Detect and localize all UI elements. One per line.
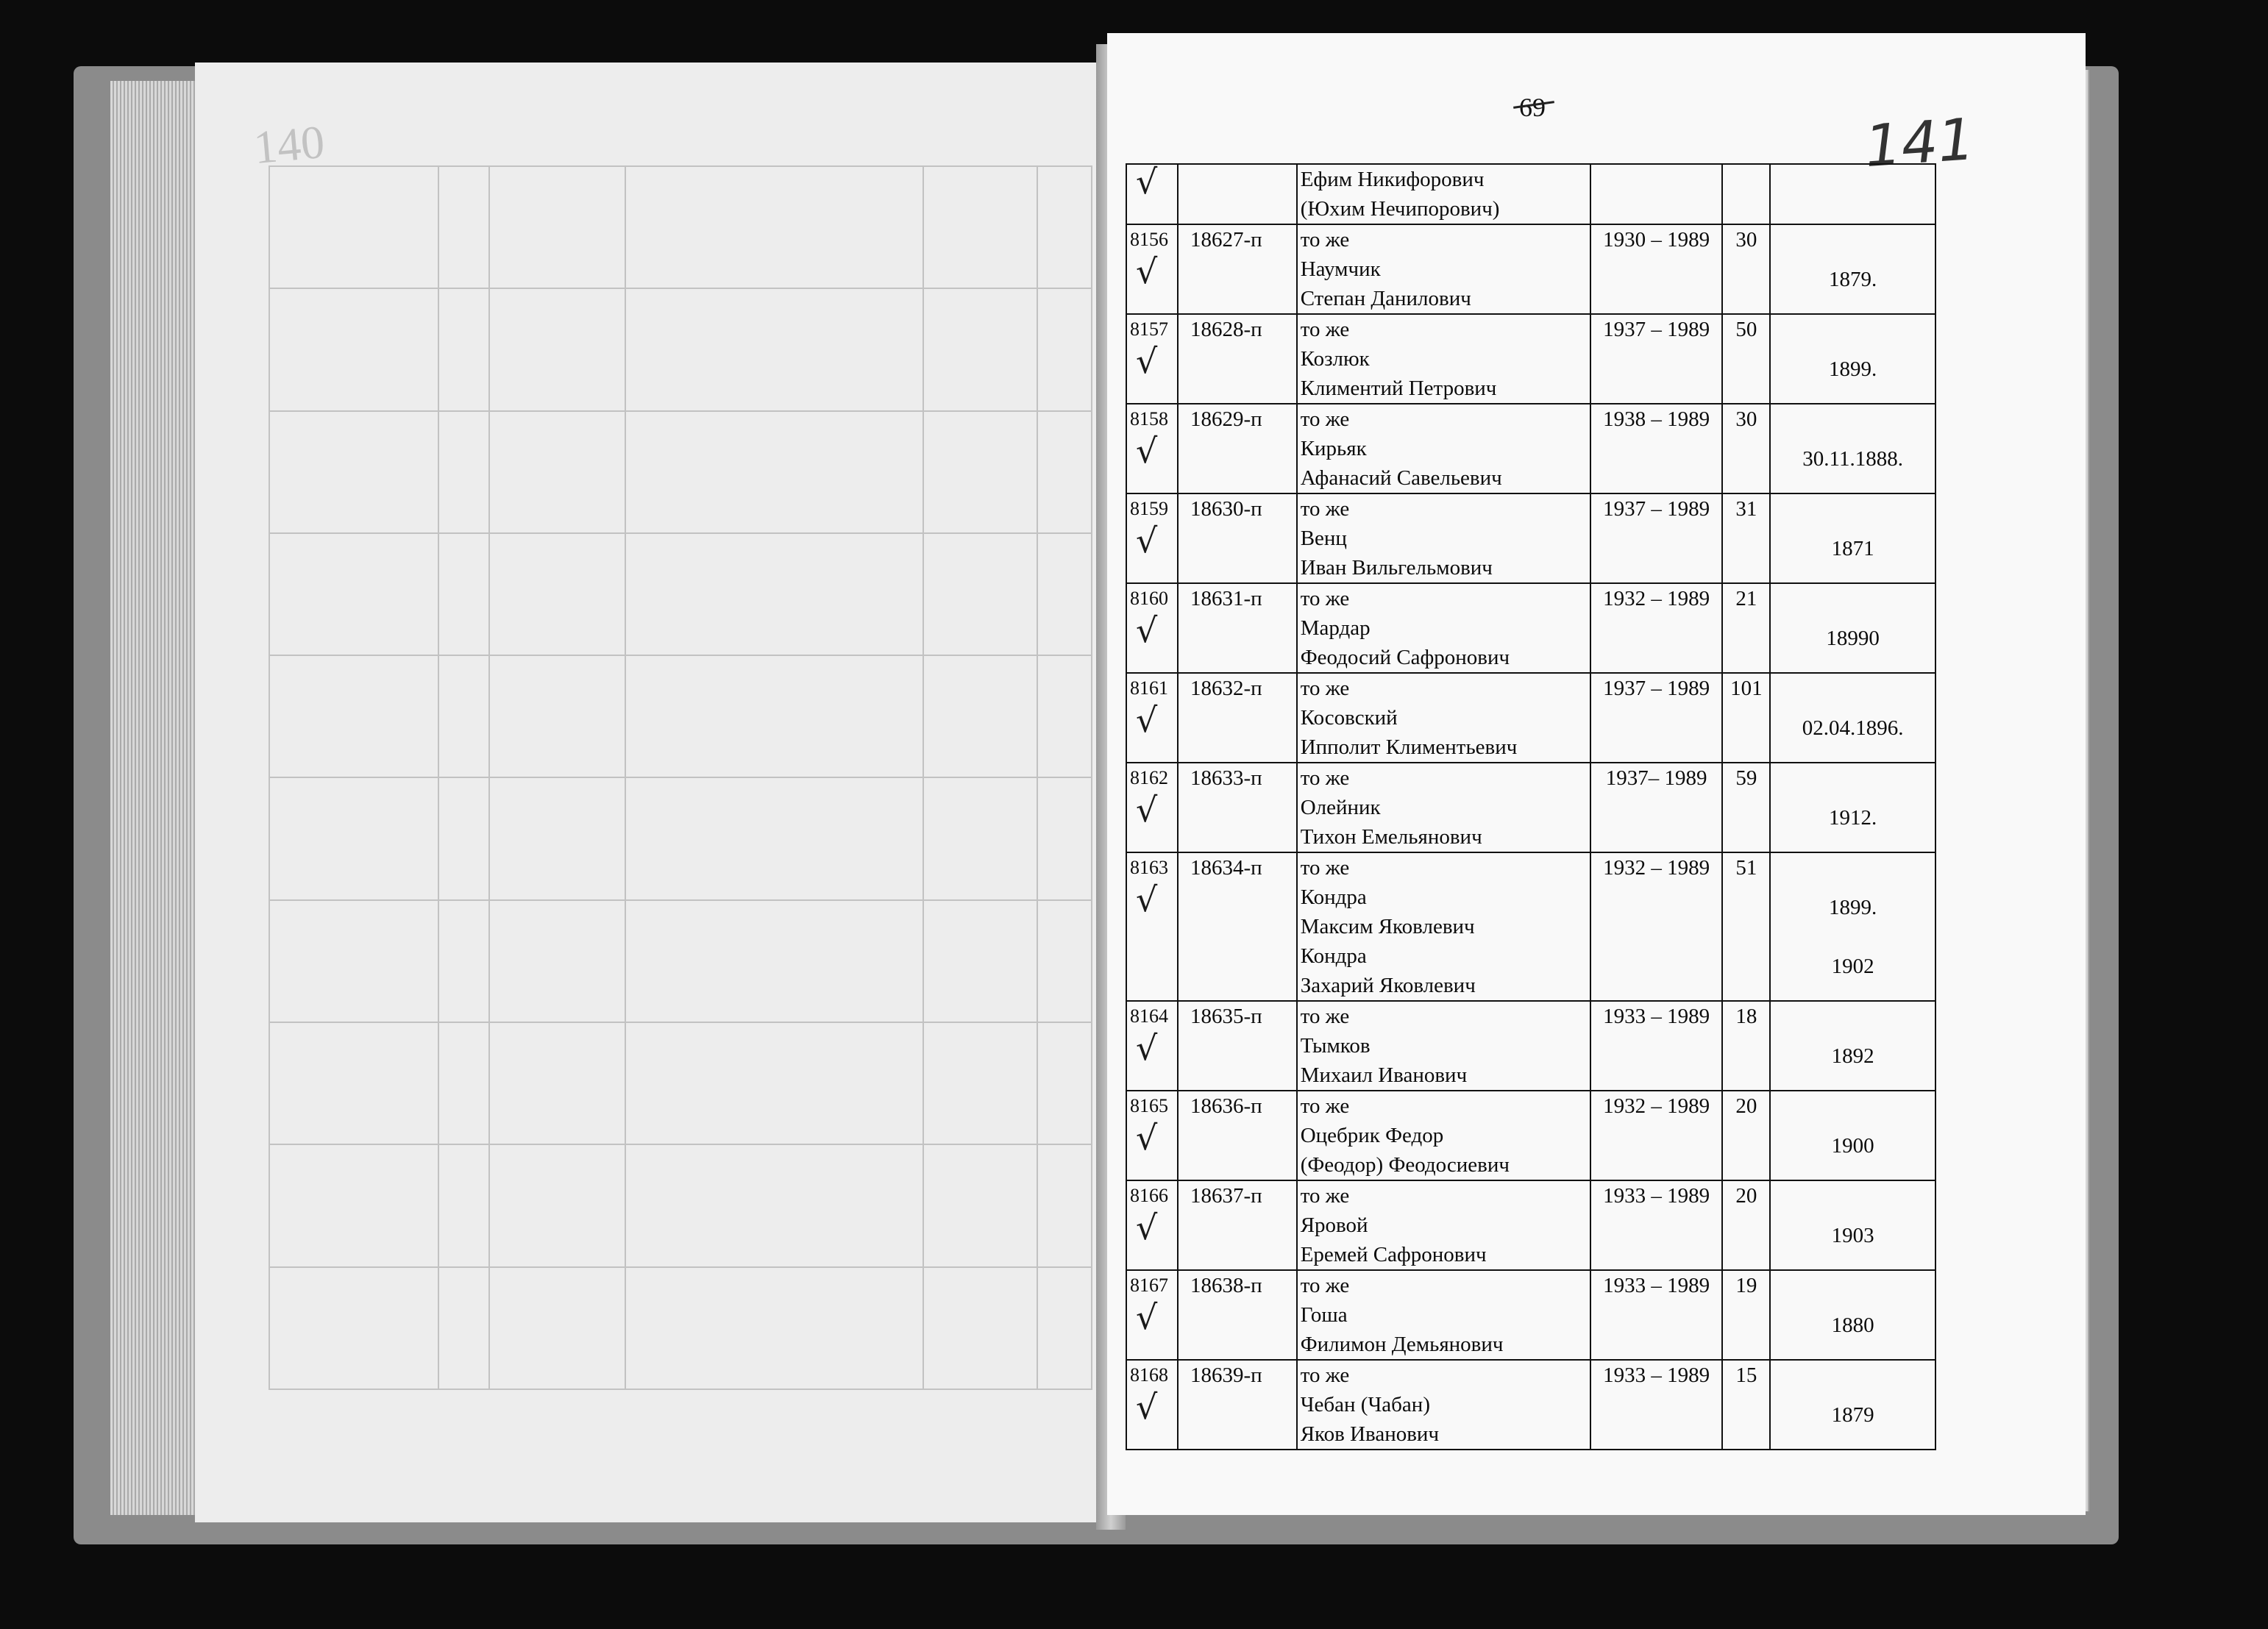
cell-years xyxy=(1590,673,1723,763)
cell-name xyxy=(1297,673,1590,763)
name-line: Кирьяк xyxy=(1300,437,1367,460)
cell-birth xyxy=(1770,314,1935,404)
table-row xyxy=(1126,1091,1935,1180)
cell-case xyxy=(1178,1091,1297,1180)
name-line: Гоша xyxy=(1300,1303,1348,1327)
page-count: 31 xyxy=(1735,497,1757,521)
check-mark-icon: √ xyxy=(1136,252,1158,291)
name-line: Афанасий Савельевич xyxy=(1300,466,1502,490)
name-line: Тымков xyxy=(1300,1034,1371,1058)
cell-case xyxy=(1178,404,1297,493)
cell-number xyxy=(1126,763,1178,852)
name-line: Козлюк xyxy=(1300,347,1370,371)
name-line: то же xyxy=(1300,587,1350,610)
table-row xyxy=(1126,1001,1935,1091)
cell-number xyxy=(1126,314,1178,404)
page-count: 30 xyxy=(1735,228,1757,252)
years-range: 1933 – 1989 xyxy=(1603,1184,1710,1208)
record-number: 8164 xyxy=(1130,1005,1168,1027)
cell-name xyxy=(1297,763,1590,852)
years-range: 1932 – 1989 xyxy=(1603,587,1710,610)
cell-name xyxy=(1297,314,1590,404)
page-count: 20 xyxy=(1735,1184,1757,1208)
record-number: 8158 xyxy=(1130,408,1168,429)
birth-date: 1903 xyxy=(1831,1224,1874,1247)
birth-date: 30.11.1888. xyxy=(1802,447,1903,471)
cell-case xyxy=(1178,224,1297,314)
name-line: то же xyxy=(1300,1274,1350,1297)
case-number: 18638-п xyxy=(1190,1274,1262,1297)
birth-date: 1879 xyxy=(1831,1403,1874,1427)
name-line: Яков Иванович xyxy=(1300,1422,1440,1446)
table-row xyxy=(1126,224,1935,314)
check-mark-icon: √ xyxy=(1136,1118,1158,1158)
birth-date: 1879. xyxy=(1829,268,1877,291)
check-mark-icon: √ xyxy=(1136,431,1158,471)
cell-birth xyxy=(1770,1091,1935,1180)
record-number: 8163 xyxy=(1130,857,1168,878)
table-row xyxy=(1126,493,1935,583)
table-row xyxy=(1126,404,1935,493)
page-edges-left xyxy=(110,81,199,1515)
birth-date: 1899. xyxy=(1829,357,1877,381)
cell-name xyxy=(1297,852,1590,1001)
cell-name xyxy=(1297,1091,1590,1180)
name-line: Кондра xyxy=(1300,944,1367,968)
cell-birth xyxy=(1770,1180,1935,1270)
name-line: Еремей Сафронович xyxy=(1300,1243,1487,1266)
cell-case xyxy=(1178,763,1297,852)
check-mark-icon: √ xyxy=(1136,880,1158,919)
cell-number xyxy=(1126,224,1178,314)
cell-number xyxy=(1126,404,1178,493)
folio-pencil-number: 141 xyxy=(1863,106,1977,181)
register-table xyxy=(1126,163,1936,1450)
cell-case xyxy=(1178,1270,1297,1360)
name-line: Захарий Яковлевич xyxy=(1300,974,1476,997)
name-line: то же xyxy=(1300,497,1350,521)
birth-date: 1900 xyxy=(1831,1134,1874,1158)
cell-case xyxy=(1178,164,1297,224)
name-line: Мардар xyxy=(1300,616,1371,640)
check-mark-icon: √ xyxy=(1136,1387,1158,1427)
case-number: 18631-п xyxy=(1190,587,1262,610)
check-mark-icon: √ xyxy=(1136,610,1158,650)
cell-number xyxy=(1126,164,1178,224)
years-range: 1933 – 1989 xyxy=(1603,1364,1710,1387)
name-line: Оцебрик Федор xyxy=(1300,1124,1444,1147)
record-number: 8166 xyxy=(1130,1185,1168,1206)
cell-pages xyxy=(1722,763,1770,852)
birth-date: 02.04.1896. xyxy=(1802,716,1904,740)
name-line: Чебан (Чабан) xyxy=(1300,1393,1430,1416)
table-row xyxy=(1126,1360,1935,1450)
cell-number xyxy=(1126,1270,1178,1360)
cell-years xyxy=(1590,1180,1723,1270)
cell-years xyxy=(1590,852,1723,1001)
cell-birth xyxy=(1770,493,1935,583)
page-count: 101 xyxy=(1730,677,1763,700)
cell-case xyxy=(1178,1360,1297,1450)
name-line: Филимон Демьянович xyxy=(1300,1333,1504,1356)
case-number: 18627-п xyxy=(1190,228,1262,252)
cell-case xyxy=(1178,852,1297,1001)
cell-years xyxy=(1590,224,1723,314)
cell-birth xyxy=(1770,852,1935,1001)
name-line: (Юхим Нечипорович) xyxy=(1300,197,1500,221)
name-line: то же xyxy=(1300,1005,1350,1028)
cell-years xyxy=(1590,583,1723,673)
cell-case xyxy=(1178,673,1297,763)
page-count: 19 xyxy=(1735,1274,1757,1297)
page-count: 59 xyxy=(1735,766,1757,790)
case-number: 18635-п xyxy=(1190,1005,1262,1028)
name-line: Ипполит Климентьевич xyxy=(1300,735,1518,759)
case-number: 18639-п xyxy=(1190,1364,1262,1387)
name-line: Олейник xyxy=(1300,796,1381,819)
name-line: Ефим Никифорович xyxy=(1300,168,1485,191)
case-number: 18630-п xyxy=(1190,497,1262,521)
cell-number xyxy=(1126,583,1178,673)
name-line: (Феодор) Феодосиевич xyxy=(1300,1153,1510,1177)
check-mark-icon: √ xyxy=(1136,162,1158,202)
cell-pages xyxy=(1722,673,1770,763)
years-range: 1937 – 1989 xyxy=(1603,497,1710,521)
years-range: 1938 – 1989 xyxy=(1603,407,1710,431)
cell-number xyxy=(1126,493,1178,583)
page-count: 30 xyxy=(1735,407,1757,431)
name-line: Наумчик xyxy=(1300,257,1381,281)
page-number: 69 xyxy=(1519,93,1546,122)
name-line: Михаил Иванович xyxy=(1300,1063,1468,1087)
cell-years xyxy=(1590,1270,1723,1360)
cell-pages xyxy=(1722,1180,1770,1270)
record-number: 8160 xyxy=(1130,588,1168,609)
table-row xyxy=(1126,314,1935,404)
name-line: то же xyxy=(1300,677,1350,700)
record-number: 8159 xyxy=(1130,498,1168,519)
cell-case xyxy=(1178,314,1297,404)
cell-pages xyxy=(1722,404,1770,493)
record-number: 8167 xyxy=(1130,1275,1168,1296)
cell-years xyxy=(1590,404,1723,493)
cell-birth xyxy=(1770,1001,1935,1091)
cell-pages xyxy=(1722,224,1770,314)
name-line: то же xyxy=(1300,1184,1350,1208)
check-mark-icon: √ xyxy=(1136,1028,1158,1068)
cell-birth xyxy=(1770,224,1935,314)
cell-pages xyxy=(1722,852,1770,1001)
name-line: то же xyxy=(1300,407,1350,431)
cell-number xyxy=(1126,673,1178,763)
record-number: 8156 xyxy=(1130,229,1168,250)
case-number: 18628-п xyxy=(1190,318,1262,341)
record-number: 8157 xyxy=(1130,318,1168,340)
name-line: то же xyxy=(1300,228,1350,252)
years-range: 1933 – 1989 xyxy=(1603,1005,1710,1028)
cell-name xyxy=(1297,583,1590,673)
cell-case xyxy=(1178,583,1297,673)
cell-birth xyxy=(1770,763,1935,852)
cell-birth xyxy=(1770,1270,1935,1360)
check-mark-icon: √ xyxy=(1136,700,1158,740)
cell-name xyxy=(1297,164,1590,224)
birth-date: 1871 xyxy=(1831,537,1874,560)
case-number: 18633-п xyxy=(1190,766,1262,790)
table-row xyxy=(1126,1270,1935,1360)
name-line: то же xyxy=(1300,1364,1350,1387)
name-line: Тихон Емельянович xyxy=(1300,825,1482,849)
years-range: 1932 – 1989 xyxy=(1603,1094,1710,1118)
page-count: 50 xyxy=(1735,318,1757,341)
cell-birth xyxy=(1770,404,1935,493)
cell-case xyxy=(1178,493,1297,583)
cell-number xyxy=(1126,1001,1178,1091)
name-line: Степан Данилович xyxy=(1300,287,1471,310)
cell-name xyxy=(1297,1001,1590,1091)
cell-years xyxy=(1590,1001,1723,1091)
cell-years xyxy=(1590,1091,1723,1180)
years-range: 1930 – 1989 xyxy=(1603,228,1710,252)
cell-pages xyxy=(1722,1270,1770,1360)
birth-date: 1892 xyxy=(1831,1044,1874,1068)
table-row xyxy=(1126,1180,1935,1270)
record-number: 8161 xyxy=(1130,677,1168,699)
table-row xyxy=(1126,673,1935,763)
page-count: 20 xyxy=(1735,1094,1757,1118)
case-number: 18637-п xyxy=(1190,1184,1262,1208)
show-through-table xyxy=(269,165,1092,1390)
check-mark-icon: √ xyxy=(1136,790,1158,830)
years-range: 1937 – 1989 xyxy=(1603,677,1710,700)
birth-date: 1912. xyxy=(1829,806,1877,830)
cell-name xyxy=(1297,493,1590,583)
case-number: 18629-п xyxy=(1190,407,1262,431)
years-range: 1937 – 1989 xyxy=(1603,318,1710,341)
cell-pages xyxy=(1722,314,1770,404)
cell-number xyxy=(1126,1360,1178,1450)
cell-case xyxy=(1178,1180,1297,1270)
years-range: 1933 – 1989 xyxy=(1603,1274,1710,1297)
table-row-continuation xyxy=(1126,164,1935,224)
check-mark-icon: √ xyxy=(1136,341,1158,381)
table-row xyxy=(1126,763,1935,852)
cell-pages xyxy=(1722,1091,1770,1180)
cell-name xyxy=(1297,1270,1590,1360)
name-line: Иван Вильгельмович xyxy=(1300,556,1493,580)
page-count: 51 xyxy=(1735,856,1757,880)
check-mark-icon: √ xyxy=(1136,1297,1158,1337)
birth-date: 1880 xyxy=(1831,1313,1874,1337)
birth-date: 1899. 1902 xyxy=(1829,896,1877,978)
cell-birth xyxy=(1770,164,1935,224)
cell-pages xyxy=(1722,493,1770,583)
cell-pages xyxy=(1722,1360,1770,1450)
cell-years xyxy=(1590,164,1723,224)
case-number: 18636-п xyxy=(1190,1094,1262,1118)
name-line: то же xyxy=(1300,766,1350,790)
years-range: 1937– 1989 xyxy=(1605,766,1707,790)
name-line: то же xyxy=(1300,856,1350,880)
name-line: то же xyxy=(1300,318,1350,341)
cell-birth xyxy=(1770,583,1935,673)
cell-pages xyxy=(1722,583,1770,673)
cell-pages xyxy=(1722,164,1770,224)
years-range: 1932 – 1989 xyxy=(1603,856,1710,880)
name-line: Яровой xyxy=(1300,1213,1368,1237)
left-folio-pencil: 140 xyxy=(252,115,327,174)
cell-years xyxy=(1590,1360,1723,1450)
check-mark-icon: √ xyxy=(1136,521,1158,560)
cell-years xyxy=(1590,493,1723,583)
table-row xyxy=(1126,583,1935,673)
record-number: 8162 xyxy=(1130,767,1168,788)
birth-date: 18990 xyxy=(1826,627,1880,650)
name-line: Кондра xyxy=(1300,885,1367,909)
name-line: то же xyxy=(1300,1094,1350,1118)
cell-name xyxy=(1297,1360,1590,1450)
cell-name xyxy=(1297,1180,1590,1270)
name-line: Климентий Петрович xyxy=(1300,377,1497,400)
page-count: 18 xyxy=(1735,1005,1757,1028)
cell-number xyxy=(1126,852,1178,1001)
cell-name xyxy=(1297,404,1590,493)
case-number: 18632-п xyxy=(1190,677,1262,700)
page-count: 21 xyxy=(1735,587,1757,610)
cell-case xyxy=(1178,1001,1297,1091)
record-number: 8165 xyxy=(1130,1095,1168,1116)
check-mark-icon: √ xyxy=(1136,1208,1158,1247)
cell-birth xyxy=(1770,673,1935,763)
name-line: Венц xyxy=(1300,527,1347,550)
table-row xyxy=(1126,852,1935,1001)
cell-birth xyxy=(1770,1360,1935,1450)
cell-years xyxy=(1590,314,1723,404)
cell-number xyxy=(1126,1180,1178,1270)
case-number: 18634-п xyxy=(1190,856,1262,880)
cell-years xyxy=(1590,763,1723,852)
cell-pages xyxy=(1722,1001,1770,1091)
name-line: Феодосий Сафронович xyxy=(1300,646,1510,669)
page-count: 15 xyxy=(1735,1364,1757,1387)
cell-name xyxy=(1297,224,1590,314)
cell-number xyxy=(1126,1091,1178,1180)
record-number: 8168 xyxy=(1130,1364,1168,1386)
name-line: Косовский xyxy=(1300,706,1398,730)
name-line: Максим Яковлевич xyxy=(1300,915,1475,938)
